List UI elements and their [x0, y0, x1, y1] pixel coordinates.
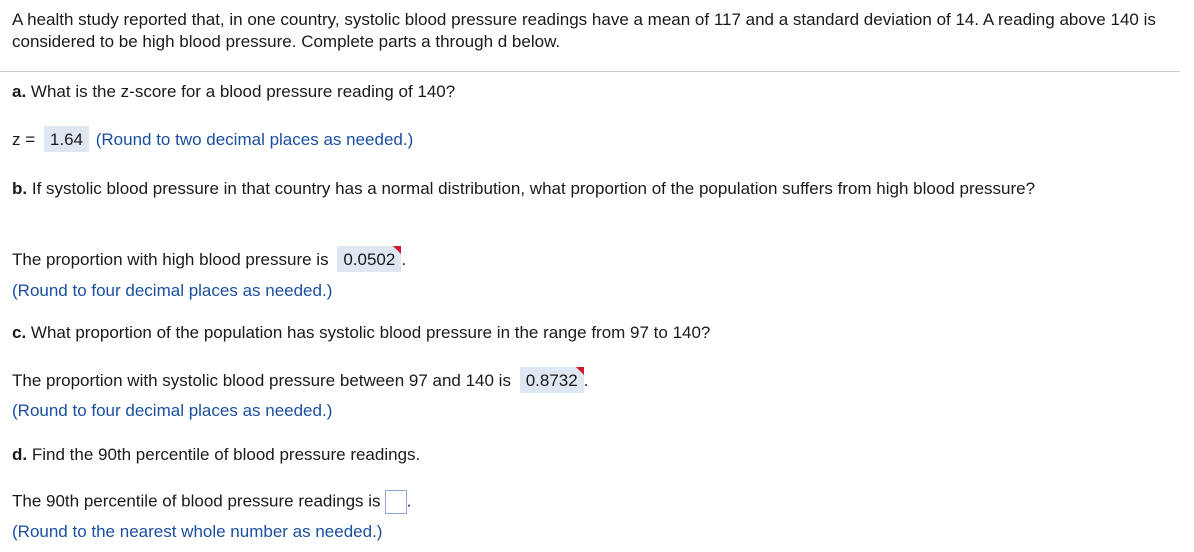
part-d-answer-row: [12, 490, 411, 514]
divider: [0, 71, 1180, 72]
z-prefix: z =: [12, 130, 36, 149]
part-c-label: c.: [12, 323, 27, 342]
part-a-answer-row: [12, 126, 413, 152]
part-d-label: d.: [12, 445, 28, 464]
part-c-question: [12, 322, 710, 344]
part-c-sentence: The proportion with systolic blood pressure between 97 and 140 is: [12, 371, 511, 390]
part-a-answer-value: 1.64: [49, 130, 83, 149]
part-d-sentence: The 90th percentile of blood pressure readings is: [12, 491, 381, 511]
part-b-suffix: .: [401, 250, 407, 269]
part-b-label: b.: [12, 179, 28, 198]
part-b-hint: (Round to four decimal places as needed.): [12, 281, 333, 300]
part-a-hint: (Round to two decimal places as needed.): [95, 130, 414, 149]
part-d-question: [12, 444, 420, 466]
part-c-answer-value: 0.8732: [525, 371, 578, 390]
part-d-question-text: Find the 90th percentile of blood pressure readings.: [31, 445, 421, 464]
part-d-answer-input[interactable]: [385, 490, 407, 514]
part-c-question-text: What proportion of the population has systolic blood pressure in the range from 97 to 140?: [30, 323, 711, 342]
part-b-answer-field[interactable]: [337, 246, 401, 272]
part-b-question-text: If systolic blood pressure in that country has a normal distribution, what proportion of the population suffers from high blood pressure?: [31, 179, 1036, 198]
problem-intro: A health study reported that, in one country, systolic blood pressure readings have a mean of 117 and a standard deviation of 14. A reading above 140 is considered to be high blood pressure. Complete parts a through d below.: [12, 10, 1156, 51]
part-b-question: [12, 178, 1162, 200]
part-c-answer-field[interactable]: [520, 367, 584, 393]
part-d-suffix: .: [406, 491, 412, 511]
part-b-answer-row: [12, 246, 406, 272]
part-a-answer-field[interactable]: [44, 126, 89, 152]
part-a-question: [12, 81, 455, 103]
incorrect-flag-icon: [393, 246, 401, 254]
part-c-hint: (Round to four decimal places as needed.): [12, 401, 333, 420]
part-d-hint: (Round to the nearest whole number as needed.): [12, 522, 383, 541]
part-b-answer-value: 0.0502: [343, 250, 396, 269]
part-b-sentence: The proportion with high blood pressure is: [12, 250, 329, 269]
part-c-answer-row: [12, 367, 588, 393]
part-a-label: a.: [12, 82, 27, 101]
part-a-question-text: What is the z-score for a blood pressure reading of 140?: [30, 82, 456, 101]
part-c-suffix: .: [583, 371, 589, 390]
incorrect-flag-icon: [576, 367, 584, 375]
